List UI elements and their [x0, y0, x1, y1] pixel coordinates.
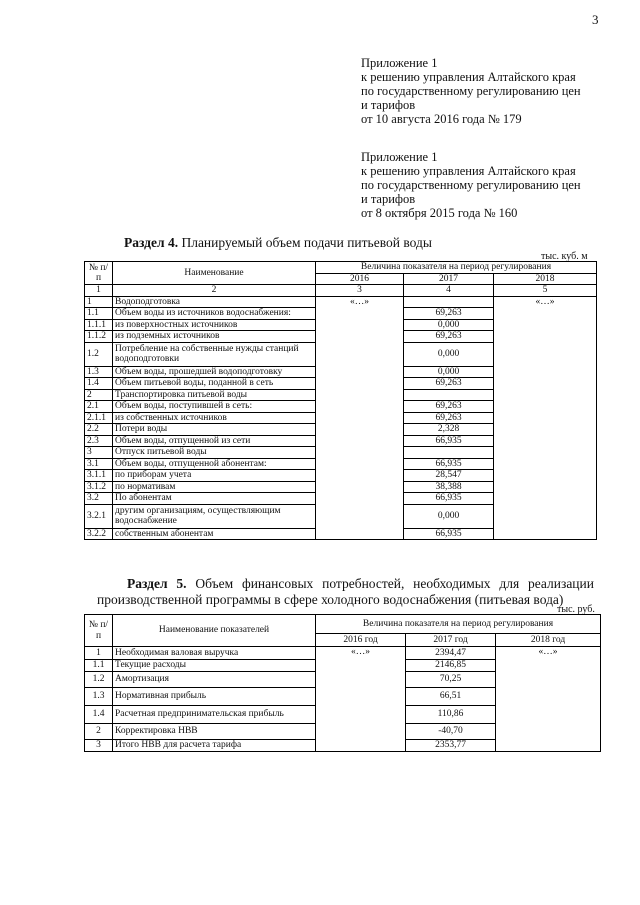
- row-num: 2.2: [85, 424, 113, 436]
- section5-title-number: Раздел 5.: [127, 576, 187, 591]
- appendix-line: и тарифов: [361, 98, 416, 112]
- column-number: 4: [404, 285, 494, 297]
- row-num: 1.4: [85, 706, 113, 724]
- row-num: 3: [85, 740, 113, 752]
- value-2017: 38,388: [404, 481, 494, 493]
- value-2017: 28,547: [404, 470, 494, 482]
- row-name: собственным абонентам: [113, 528, 316, 540]
- row-name: из подземных источников: [113, 331, 316, 343]
- row-name: из собственных источников: [113, 412, 316, 424]
- row-name: Объем воды из источников водоснабжения:: [113, 308, 316, 320]
- section4-table: [84, 261, 597, 540]
- section4-title-text: Планируемый объем подачи питьевой воды: [178, 235, 432, 250]
- header-year: 2016: [316, 273, 404, 285]
- value-2017: 69,263: [404, 308, 494, 320]
- appendix-line: и тарифов: [361, 192, 416, 206]
- column-number: 5: [494, 285, 597, 297]
- column-number: 3: [316, 285, 404, 297]
- row-name: по нормативам: [113, 481, 316, 493]
- appendix-line: Приложение 1: [361, 56, 438, 70]
- section5-table: [84, 614, 601, 752]
- column-number: 1: [85, 285, 113, 297]
- row-name: Объем воды, отпущенной абонентам:: [113, 458, 316, 470]
- row-num: 1.1.2: [85, 331, 113, 343]
- row-num: 1.2: [85, 672, 113, 688]
- value-2017: -40,70: [406, 724, 496, 740]
- value-2017: 66,935: [404, 458, 494, 470]
- header-name: Наименование: [113, 262, 316, 285]
- value-2017: [404, 389, 494, 401]
- row-num: 3.1: [85, 458, 113, 470]
- value-2017: 66,51: [406, 688, 496, 706]
- appendix-note-2016: [361, 56, 621, 126]
- appendix-line: Приложение 1: [361, 150, 438, 164]
- header-period-group: Величина показателя на период регулирования: [316, 262, 597, 274]
- row-num: 2.1: [85, 401, 113, 413]
- header-num: № п/п: [85, 615, 113, 647]
- row-num: 1.3: [85, 366, 113, 378]
- value-2017: [404, 447, 494, 459]
- row-name: Необходимая валовая выручка: [113, 647, 316, 660]
- row-name: Транспортировка питьевой воды: [113, 389, 316, 401]
- section5-units: тыс. руб.: [557, 604, 595, 615]
- header-num: № п/п: [85, 262, 113, 285]
- row-num: 3.2: [85, 493, 113, 505]
- value-2017: [404, 296, 494, 308]
- header-year: 2017 год: [406, 634, 496, 647]
- header-year: 2018 год: [496, 634, 601, 647]
- row-name: Потребление на собственные нужды станций водоподготовки: [113, 342, 316, 366]
- header-year: 2017: [404, 273, 494, 285]
- appendix-line: к решению управления Алтайского края: [361, 70, 576, 84]
- value-2017: 2,328: [404, 424, 494, 436]
- value-2017: 69,263: [404, 412, 494, 424]
- row-num: 3.2.1: [85, 504, 113, 528]
- row-name: Нормативная прибыль: [113, 688, 316, 706]
- row-num: 3.2.2: [85, 528, 113, 540]
- row-name: Текущие расходы: [113, 660, 316, 672]
- header-name: Наименование показателей: [113, 615, 316, 647]
- appendix-line: от 10 августа 2016 года № 179: [361, 112, 522, 126]
- row-num: 1: [85, 296, 113, 308]
- row-num: 1.1: [85, 660, 113, 672]
- row-name: Объем воды, прошедшей водоподготовку: [113, 366, 316, 378]
- header-year: 2016 год: [316, 634, 406, 647]
- header-period-group: Величина показателя на период регулирования: [316, 615, 601, 634]
- row-name: Водоподготовка: [113, 296, 316, 308]
- row-name: Потери воды: [113, 424, 316, 436]
- value-2017: 69,263: [404, 331, 494, 343]
- value-2017: 66,935: [404, 528, 494, 540]
- value-2017: 70,25: [406, 672, 496, 688]
- page-number: 3: [592, 12, 599, 27]
- row-name: Корректировка НВВ: [113, 724, 316, 740]
- appendix-line: по государственному регулированию цен: [361, 178, 581, 192]
- value-2017: 0,000: [404, 366, 494, 378]
- row-name: Расчетная предпринимательская прибыль: [113, 706, 316, 724]
- row-name: Объем питьевой воды, поданной в сеть: [113, 378, 316, 390]
- value-2017: 69,263: [404, 401, 494, 413]
- value-2017: 2394,47: [406, 647, 496, 660]
- row-num: 1.2: [85, 342, 113, 366]
- value-2017: 66,935: [404, 493, 494, 505]
- row-name: из поверхностных источников: [113, 319, 316, 331]
- row-name: Отпуск питьевой воды: [113, 447, 316, 459]
- merged-2018-cell: «…»: [496, 647, 601, 752]
- row-name: По абонентам: [113, 493, 316, 505]
- value-2017: 66,935: [404, 435, 494, 447]
- row-num: 3: [85, 447, 113, 459]
- row-num: 1.1.1: [85, 319, 113, 331]
- row-name: Объем воды, отпущенной из сети: [113, 435, 316, 447]
- section4-units: тыс. куб. м: [541, 251, 588, 262]
- appendix-line: от 8 октября 2015 года № 160: [361, 206, 518, 220]
- row-name: другим организациям, осуществляющим водоснабжение: [113, 504, 316, 528]
- merged-2016-cell: «…»: [316, 296, 404, 540]
- value-2017: 2353,77: [406, 740, 496, 752]
- row-num: 3.1.2: [85, 481, 113, 493]
- appendix-note-2015: [361, 150, 621, 220]
- row-name: Итого НВВ для расчета тарифа: [113, 740, 316, 752]
- merged-2016-cell: «…»: [316, 647, 406, 752]
- value-2017: 0,000: [404, 504, 494, 528]
- row-num: 1.4: [85, 378, 113, 390]
- section5-title-text: Объем финансовых потребностей, необходимых для реализации производственной программы в сфере холодного водоснабжения (питьевая вода): [97, 576, 594, 607]
- row-num: 1.3: [85, 688, 113, 706]
- row-num: 2.1.1: [85, 412, 113, 424]
- value-2017: 0,000: [404, 319, 494, 331]
- row-num: 1: [85, 647, 113, 660]
- merged-2018-cell: «…»: [494, 296, 597, 540]
- section4-title-number: Раздел 4.: [124, 235, 179, 250]
- column-number: 2: [113, 285, 316, 297]
- header-year: 2018: [494, 273, 597, 285]
- value-2017: 69,263: [404, 378, 494, 390]
- value-2017: 110,86: [406, 706, 496, 724]
- row-name: Амортизация: [113, 672, 316, 688]
- row-name: по приборам учета: [113, 470, 316, 482]
- row-num: 2: [85, 389, 113, 401]
- row-name: Объем воды, поступившей в сеть:: [113, 401, 316, 413]
- row-num: 1.1: [85, 308, 113, 320]
- row-num: 2: [85, 724, 113, 740]
- appendix-line: по государственному регулированию цен: [361, 84, 581, 98]
- row-num: 2.3: [85, 435, 113, 447]
- section4-title: [124, 235, 584, 251]
- value-2017: 2146,85: [406, 660, 496, 672]
- section5-title: [97, 576, 594, 607]
- value-2017: 0,000: [404, 342, 494, 366]
- row-num: 3.1.1: [85, 470, 113, 482]
- appendix-line: к решению управления Алтайского края: [361, 164, 576, 178]
